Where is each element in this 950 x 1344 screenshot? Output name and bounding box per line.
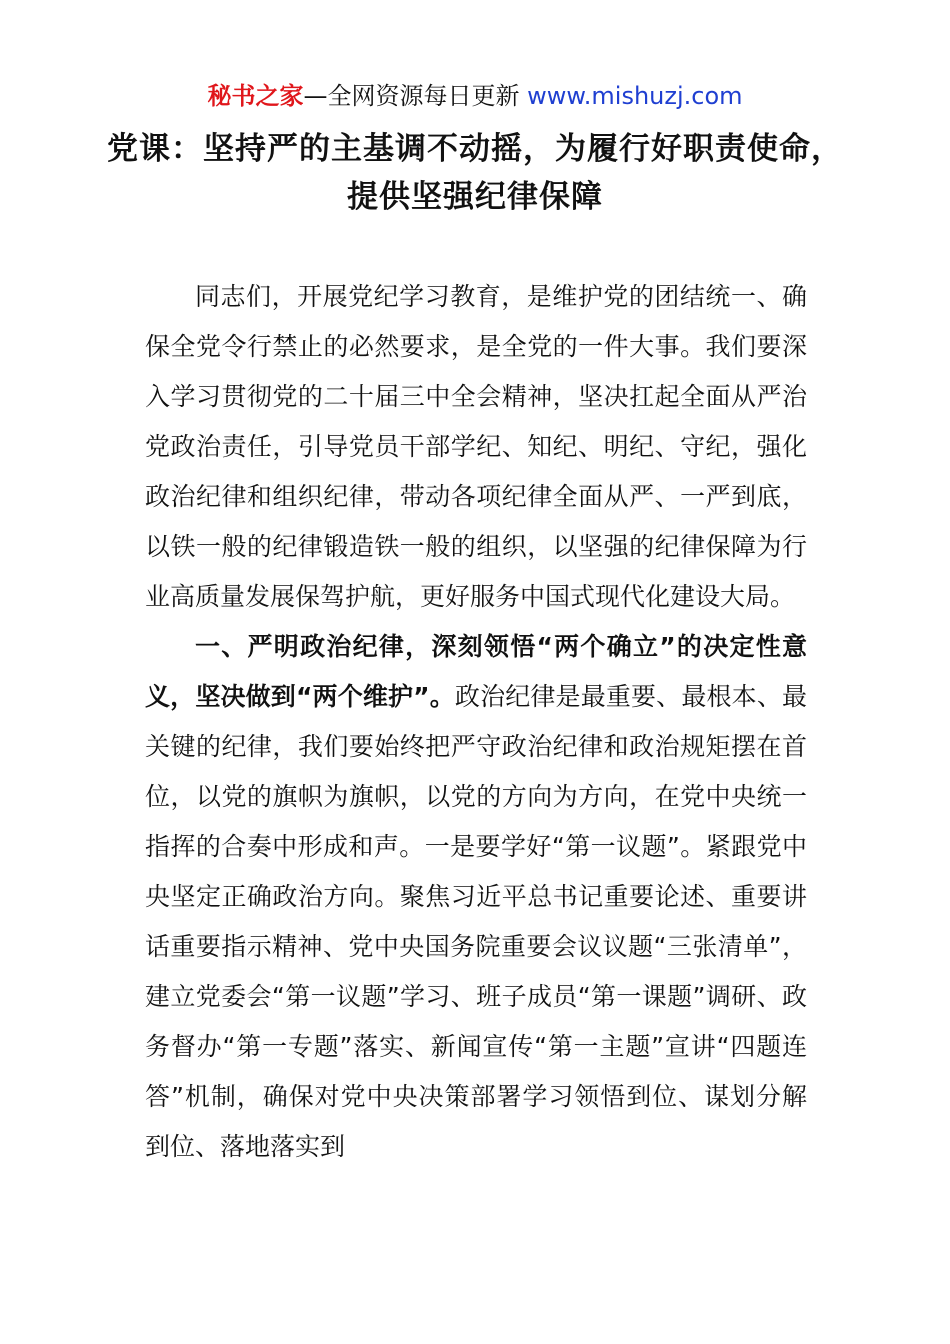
brand-name: 秘书之家 — [207, 82, 304, 110]
section-1-body: 政治纪律是最重要、最根本、最关键的纪律，我们要始终把严守政治纪律和政治规矩摆在首位，以党的旗帜为旗帜，以党的方向为方向，在党中央统一指挥的合奏中形成和声。一是要学好“第一议题”。紧跟党中央坚定正确政治方向。聚焦习近平总书记重要论述、重要讲话重要指示精神、党中央国务院重要会议议题“三张清单”，建立党委会“第一议题”学习、班子成员“第一课题”调研、政务督办“第一专题”落实、新闻宣传“第一主题”宣讲“四题连答”机制，确保对党中央决策部署学习领悟到位、谋划分解到位、落地落实到 — [145, 682, 807, 1161]
intro-paragraph: 同志们，开展党纪学习教育，是维护党的团结统一、确保全党令行禁止的必然要求，是全党的一件大事。我们要深入学习贯彻党的二十届三中全会精神，坚决扛起全面从严治党政治责任，引导党员干部学纪、知纪、明纪、守纪，强化政治纪律和组织纪律，带动各项纪律全面从严、一严到底，以铁一般的纪律锻造铁一般的组织，以坚强的纪律保障为行业高质量发展保驾护航，更好服务中国式现代化建设大局。 — [145, 282, 807, 611]
header-tagline: —全网资源每日更新 — [303, 82, 520, 110]
document-title: 党课：坚持严的主基调不动摇，为履行好职责使命，提供坚强纪律保障 — [107, 131, 843, 215]
section-1-heading: 一、严明政治纪律，深刻领悟“两个确立”的决定性意义，坚决做到“两个维护”。 — [145, 632, 807, 711]
document-body — [145, 272, 807, 1172]
section-1-paragraph — [145, 622, 807, 1172]
site-url-link[interactable]: www.mishuzj.com — [527, 82, 743, 110]
site-header — [0, 80, 950, 112]
